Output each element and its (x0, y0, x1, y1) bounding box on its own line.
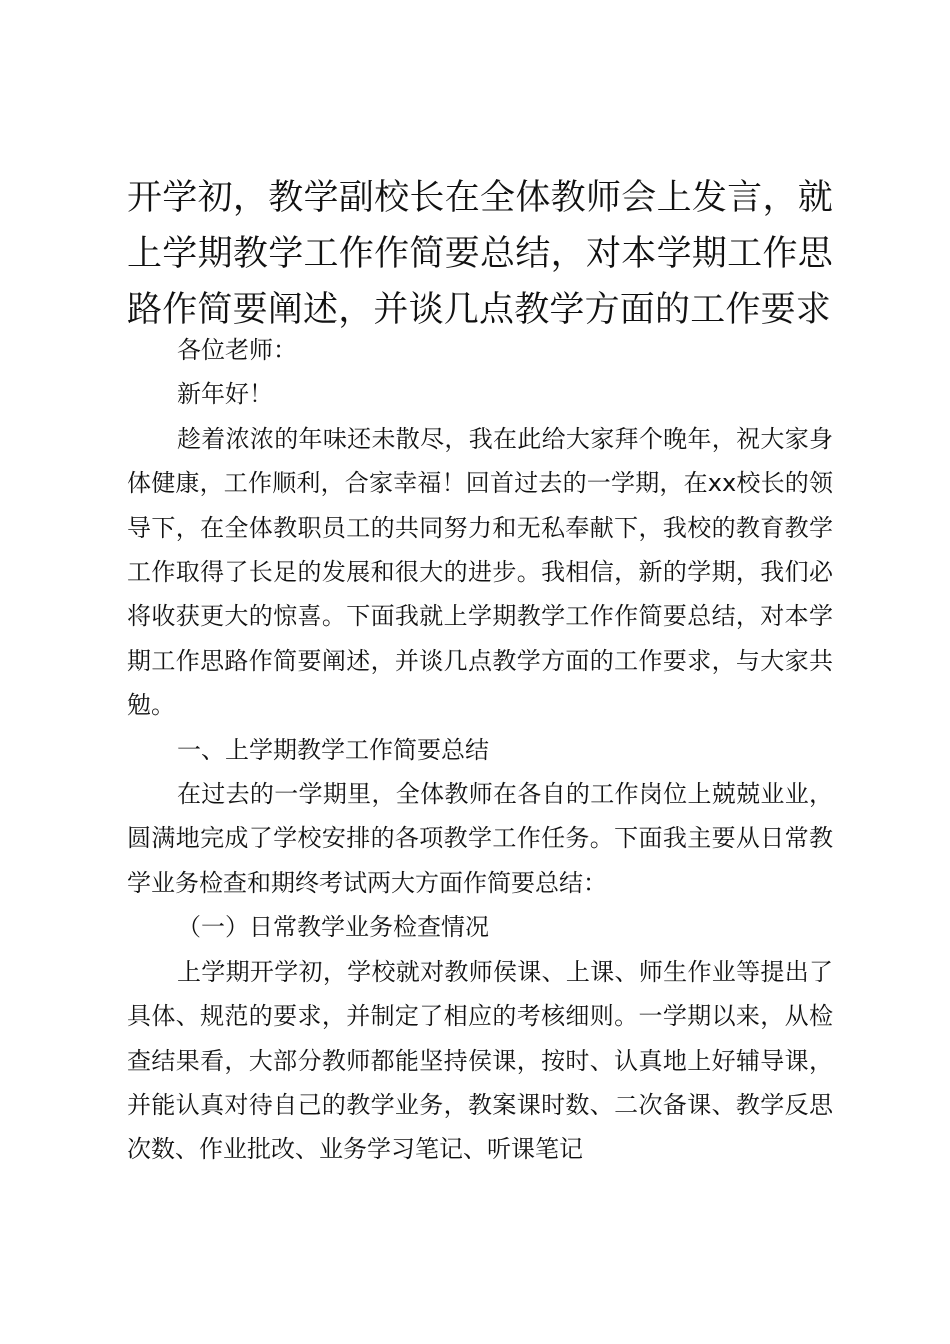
document-title: 开学初，教学副校长在全体教师会上发言，就上学期教学工作作简要总结，对本学期工作思路作简要阐述，并谈几点教学方面的工作要求 (127, 178, 833, 330)
subsection-heading-1: （一）日常教学业务检查情况 (177, 913, 489, 942)
section-heading-1: 一、上学期教学工作简要总结 (177, 735, 489, 764)
greeting: 新年好！ (177, 380, 273, 409)
salutation: 各位老师： (177, 336, 297, 364)
section-1-paragraph: 在过去的一学期里，全体教师在各自的工作岗位上兢兢业业，圆满地完成了学校安排的各项教学工作任务。下面我主要从日常教学业务检查和期终考试两大方面作简要总结： (127, 780, 833, 897)
intro-paragraph: 趁着浓浓的年味还未散尽，我在此给大家拜个晚年，祝大家身体健康，工作顺利，合家幸福！回首过去的一学期，在xx校长的领导下，在全体教职员工的共同努力和无私奉献下，我校的教育教学工作取得了长足的发展和很大的进步。我相信，新的学期，我们必将收获更大的惊喜。下面我就上学期教学工作作简要总结，对本学期工作思路作简要阐述，并谈几点教学方面的工作要求，与大家共勉。 (127, 424, 833, 720)
subsection-1-paragraph: 上学期开学初，学校就对教师侯课、上课、师生作业等提出了具体、规范的要求，并制定了相应的考核细则。一学期以来，从检查结果看，大部分教师都能坚持侯课，按时、认真地上好辅导课，并能认真对待自己的教学业务，教案课时数、二次备课、教学反思次数、作业批改、业务学习笔记、听课笔记 (127, 957, 833, 1164)
document-body (127, 328, 833, 1172)
